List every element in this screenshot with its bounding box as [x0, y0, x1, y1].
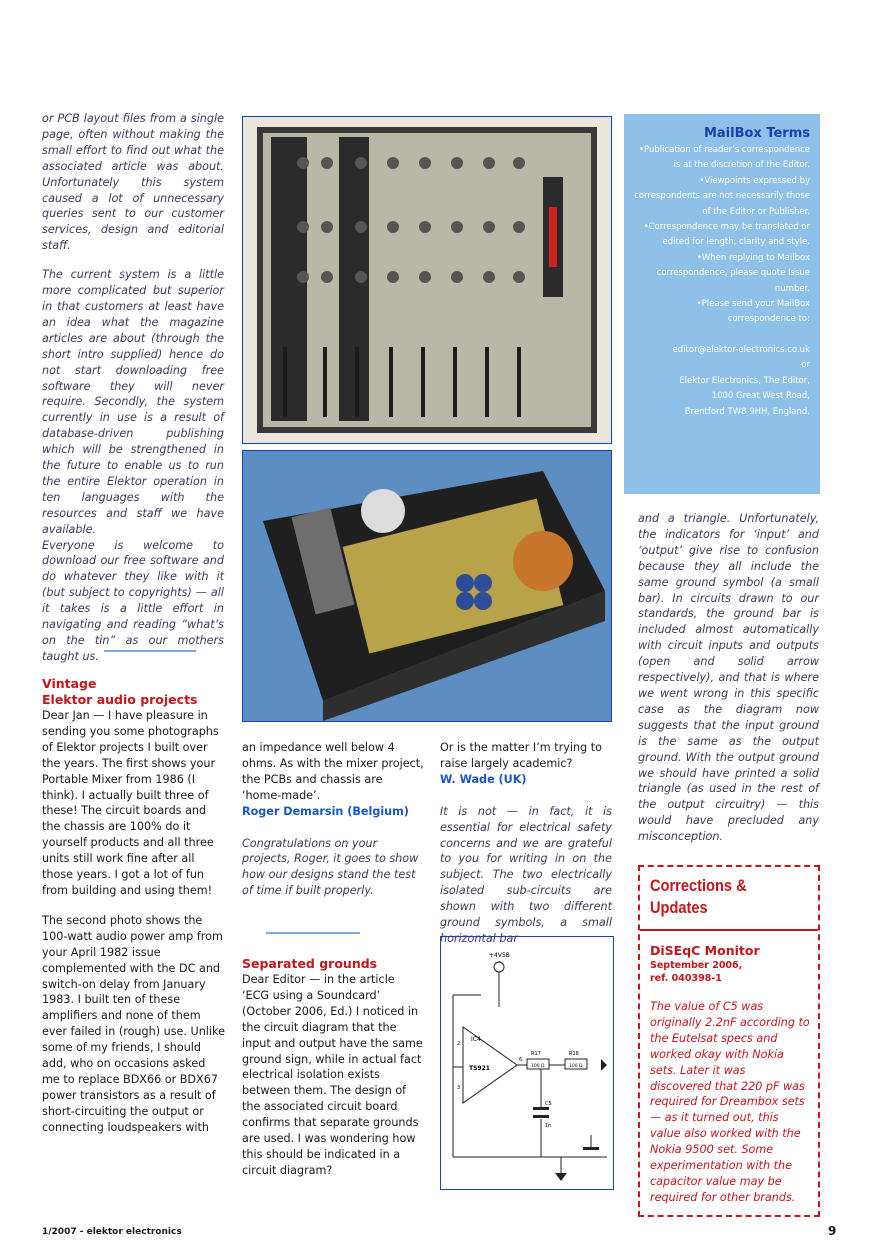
- label-pin2: 2: [457, 1041, 461, 1047]
- corrections-box: [638, 865, 820, 1217]
- column-3: [440, 740, 612, 947]
- mixer-photo: [242, 116, 612, 444]
- page-number: 9: [828, 1224, 837, 1238]
- footer-issue: 1/2007 - elektor electronics: [42, 1227, 182, 1237]
- mixer-continuation: an impedance well below 4 ohms. As with the mixer project, the PCBs and chassis are ‘home-made’.: [242, 741, 424, 802]
- label-ic4: IC4: [471, 1036, 481, 1043]
- vintage-title-line-1: Vintage: [42, 676, 97, 691]
- label-c5-value: 1n: [545, 1123, 552, 1129]
- corrections-divider: [640, 929, 818, 931]
- separated-grounds-article: [242, 956, 424, 1179]
- schematic-drawing: [441, 937, 613, 1189]
- column-4: [638, 511, 819, 845]
- intro-paragraph-2: The current system is a little more complicated but superior in that customers at least have an idea what the magazine articles are about (through the short intro supplied) hence do not start downloading free software they will never require. Secondly, the system currently in use is a result of database-driven publishing which will be strengthened in the future to enable us to run the entire Elektor operation in ten languages with the resources and staff we have available.: [42, 268, 224, 536]
- amplifier-illustration: [243, 451, 611, 721]
- vintage-article: [42, 676, 226, 1136]
- intro-paragraph-1: or PCB layout files from a single page, often without making the small effort to find out what the associated article was about. Unfortunately this system caused a lot of unnecessary queries sent to our customer services, design and editorial staff.: [42, 112, 224, 253]
- amplifier-photo: [242, 450, 612, 722]
- mixer-illustration: [243, 117, 611, 443]
- mailbox-email[interactable]: editor@elektor-electronics.co.uk: [672, 344, 810, 355]
- correction-item-title: DiSEqC Monitor: [650, 943, 760, 958]
- mailbox-or: or: [801, 360, 810, 371]
- signature-wade: W. Wade (UK): [440, 772, 527, 786]
- intro-paragraph-3: Everyone is welcome to download our free software and do whatever they like with it (but subject to copyrights) — all it takes is a little effort in navigating and reading “what’s on the tin” as our mothers taught us.: [42, 538, 224, 663]
- mailbox-item-5: •Please send your MailBox correspondence to:: [696, 299, 810, 325]
- reply-roger: Congratulations on your projects, Roger, it goes to show how our designs stand the test of time if built properly.: [242, 836, 419, 898]
- mailbox-item-4: •When replying to Mailbox correspondence, please quote Issue number.: [656, 252, 810, 294]
- mailbox-title: MailBox Terms: [703, 126, 810, 141]
- separated-grounds-title: Separated grounds: [242, 956, 378, 971]
- corrections-title: Corrections & Updates: [650, 876, 747, 917]
- vintage-title-line-2: Elektor audio projects: [42, 692, 198, 707]
- mailbox-item-1: •Publication of reader’s correspondence is at the discretion of the Editor.: [638, 145, 810, 171]
- mailbox-item-3: •Correspondence may be translated or edited for length, clarity and style.: [643, 222, 810, 248]
- separator-line: [104, 650, 196, 652]
- column-1: [42, 111, 224, 665]
- label-r18: R18: [569, 1051, 579, 1057]
- label-pin6: 6: [519, 1057, 523, 1063]
- separator-line-2: [266, 932, 360, 934]
- mailbox-address-3: Brentford TW8 9HH, England.: [684, 406, 810, 417]
- correction-item-ref: ref. 040398-1: [650, 973, 722, 984]
- label-c5: C5: [545, 1101, 552, 1107]
- circuit-diagram: [440, 936, 614, 1190]
- correction-item-date: September 2006,: [650, 960, 743, 971]
- signature-roger: Roger Demarsin (Belgium): [242, 804, 409, 818]
- reply-continuation: and a triangle. Unfortunately, the indicators for ‘input’ and ‘output’ give rise to confusion because they all include the same ground symbol (a small bar). In circuits drawn to our standards, the ground bar is included almost automatically with circuit inputs and outputs (open and solid arrow respectively), and that is where we went wrong in this specific case as the diagram now suggests that the input ground is the same as the output ground. With the output ground we should have printed a solid triangle (as used in the rest of the output circuitry) — this would have precluded any misconception.: [638, 512, 819, 844]
- mailbox-terms-box: [624, 114, 820, 494]
- mailbox-item-2: •Viewpoints expressed by correspondents are not necessarily those of the Editor or Publisher.: [634, 175, 810, 217]
- label-r17-value: 100 Ω: [531, 1064, 545, 1069]
- label-r18-value: 100 Ω: [569, 1064, 583, 1069]
- label-ts921: TS921: [469, 1065, 490, 1072]
- vintage-paragraph-2: The second photo shows the 100-watt audio power amp from your April 1982 issue complemented with the DC and switch-on delay from January 1983. I built ten of these amplifiers and none of them ever failed in (rough) use. Unlike some of my friends, I should add, who on occasions asked me to replace BDX66 or BDX67 power transistors as a result of short-circuiting the output or connecting loudspeakers with: [42, 913, 225, 1134]
- correction-item-text: The value of C5 was originally 2.2nF according to the Eutelsat specs and worked okay with Nokia sets. Later it was discovered that 220 pF was required for Dreambox sets — as it turned out, this value also worked with the Nokia 9500 set. Some experimentation with the capacitor value may be required for other brands.: [650, 1000, 810, 1204]
- separated-grounds-text: Dear Editor — in the article ‘ECG using a Soundcard’ (October 2006, Ed.) I noticed in the circuit diagram that the input and output have the same ground sign, while in actual fact electrical isolation exists between them. The design of the associated circuit board confirms that separate grounds are used. I was wondering how this should be indicated in a circuit diagram?: [242, 973, 423, 1177]
- label-pin3: 3: [457, 1085, 461, 1091]
- mailbox-address-1: Elektor Electronics, The Editor,: [679, 375, 810, 386]
- mailbox-address-2: 1000 Great West Road,: [711, 391, 810, 402]
- reply-wade: It is not — in fact, it is essential for electrical safety concerns and we are grateful to you for writing in on the subject. The two electrically isolated sub-circuits are shown with two different ground symbols, a small horizontal bar: [440, 804, 612, 945]
- column-2: [242, 740, 424, 899]
- label-supply: +4V5B: [489, 952, 510, 959]
- label-r17: R17: [531, 1051, 541, 1057]
- vintage-paragraph-1: Dear Jan — I have pleasure in sending you some photographs of Elektor projects I built over the years. The first shows your Portable Mixer from 1986 (I think). I actually built three of these! The circuit boards and the chassis are 100% do it yourself products and all three units still work fine after all those years. I got a lot of fun from building and using them!: [42, 709, 219, 897]
- wade-continuation: Or is the matter I’m trying to raise largely academic?: [440, 741, 602, 770]
